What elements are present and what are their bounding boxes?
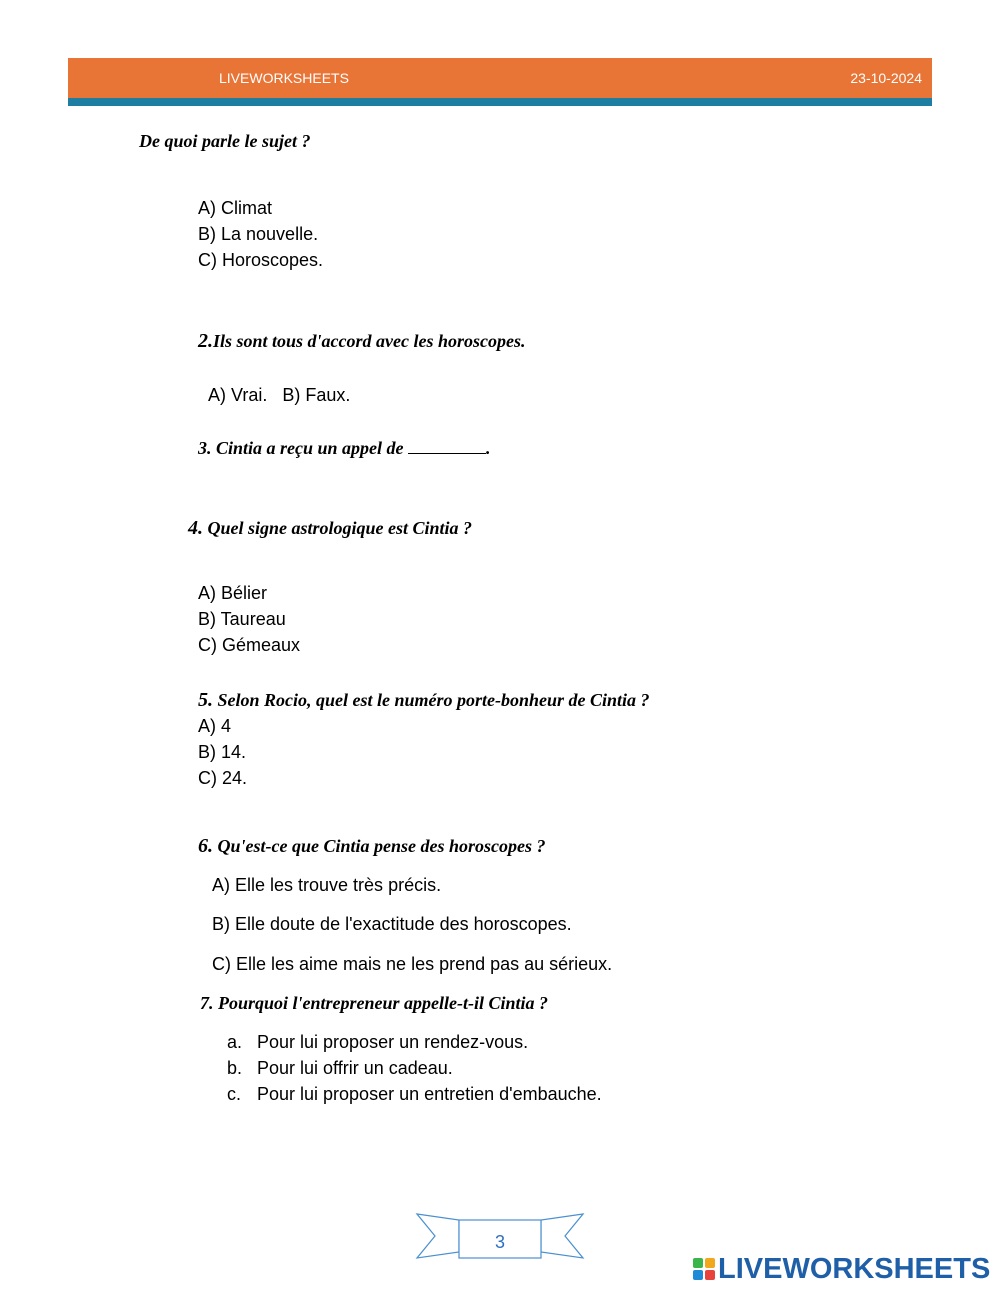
q1-option-b[interactable]: B) La nouvelle. [198, 224, 319, 244]
question-4-number: 4. [188, 517, 203, 539]
list-item-text: Pour lui proposer un entretien d'embauche. [257, 1084, 602, 1104]
q6-option-b[interactable]: B) Elle doute de l'exactitude des horoscopes. [212, 914, 572, 934]
question-3-number: 3. [198, 438, 212, 458]
q5-option-b[interactable]: B) 14. [198, 742, 247, 762]
q5-option-a[interactable]: A) 4 [198, 716, 232, 736]
q4-option-a[interactable]: A) Bélier [198, 583, 268, 603]
question-3-text: Cintia a reçu un appel de [216, 438, 404, 458]
answer-blank[interactable] [408, 439, 486, 454]
question-6 [198, 835, 546, 858]
list-marker: c. [227, 1084, 242, 1104]
q4-option-b[interactable]: B) Taureau [198, 609, 286, 629]
question-5 [198, 689, 650, 712]
question-7-number: 7. [200, 993, 214, 1013]
q5-option-c[interactable]: C) 24. [198, 768, 248, 788]
q7-option-b[interactable] [227, 1058, 453, 1079]
q4-option-c[interactable]: C) Gémeaux [198, 635, 301, 655]
page-number: 3 [494, 1232, 505, 1252]
header-date: 23-10-2024 [850, 70, 922, 86]
liveworksheets-logo [693, 1253, 990, 1285]
q1-option-a[interactable]: A) Climat [198, 198, 273, 218]
q6-option-a[interactable]: A) Elle les trouve très précis. [212, 875, 442, 895]
question-6-number: 6. [198, 835, 213, 857]
question-1: De quoi parle le sujet ? [139, 131, 311, 151]
logo-mark-icon [693, 1258, 715, 1280]
list-marker: a. [227, 1032, 243, 1052]
question-4-text: Quel signe astrologique est Cintia ? [207, 518, 473, 538]
q7-option-c[interactable] [227, 1084, 602, 1105]
q7-option-a[interactable] [227, 1032, 528, 1053]
header-bar [68, 58, 932, 98]
header-stripe [68, 98, 932, 106]
question-3-end: . [486, 438, 491, 458]
question-5-number: 5. [198, 689, 213, 711]
question-3 [198, 438, 491, 459]
question-4 [188, 517, 472, 540]
question-2-number: 2. [198, 330, 213, 352]
q6-option-c[interactable]: C) Elle les aime mais ne les prend pas au sérieux. [212, 954, 613, 974]
header-site-name: LIVEWORKSHEETS [219, 70, 349, 86]
list-item-text: Pour lui proposer un rendez-vous. [257, 1032, 529, 1052]
logo-text: LIVEWORKSHEETS [718, 1252, 991, 1285]
question-2-text: Ils sont tous d'accord avec les horoscopes. [213, 331, 526, 351]
question-7 [200, 993, 548, 1014]
question-6-text: Qu'est-ce que Cintia pense des horoscopes ? [217, 836, 546, 856]
q1-option-c[interactable]: C) Horoscopes. [198, 250, 324, 270]
question-2 [198, 330, 526, 353]
list-marker: b. [227, 1058, 243, 1078]
list-item-text: Pour lui offrir un cadeau. [257, 1058, 453, 1078]
question-7-text: Pourquoi l'entrepreneur appelle-t-il Cintia ? [218, 993, 549, 1013]
question-5-text: Selon Rocio, quel est le numéro porte-bonheur de Cintia ? [217, 690, 650, 710]
q2-options[interactable]: A) Vrai. B) Faux. [208, 385, 351, 405]
